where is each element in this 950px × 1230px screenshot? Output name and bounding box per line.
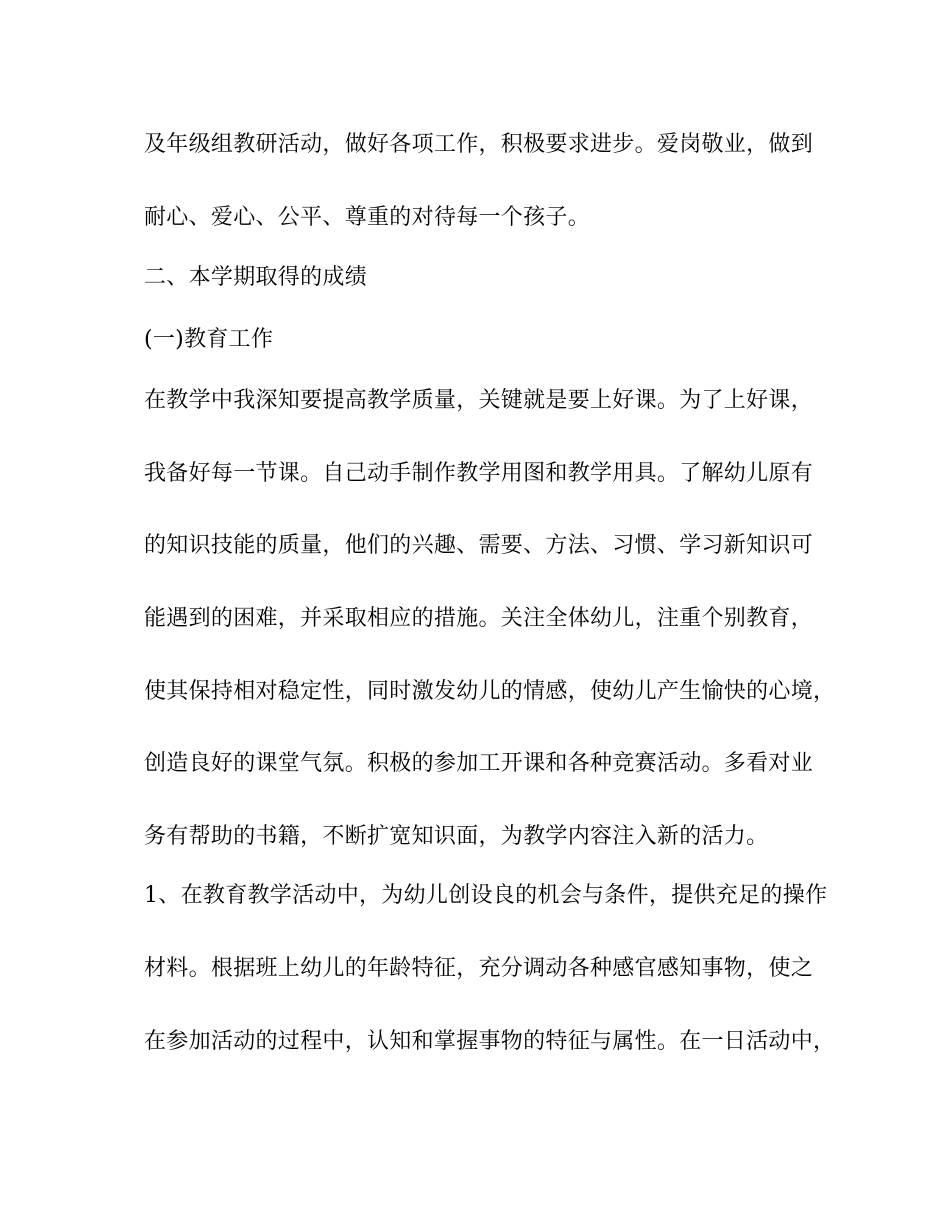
paragraph-line: 在教学中我深知要提高教学质量，关键就是要上好课。为了上好课， <box>144 388 814 413</box>
subsection-heading: (一)教育工作 <box>144 327 274 352</box>
paragraph-line: 使其保持相对稳定性，同时激发幼儿的情感，使幼儿产生愉快的心境， <box>144 679 836 704</box>
paragraph-line: 的知识技能的质量，他们的兴趣、需要、方法、习惯、学习新知识可 <box>144 533 814 558</box>
section-heading: 二、本学期取得的成绩 <box>144 265 368 290</box>
paragraph-line: 创造良好的课堂气氛。积极的参加工开课和各种竞赛活动。多看对业 <box>144 751 814 776</box>
paragraph-line: 耐心、爱心、公平、尊重的对待每一个孩子。 <box>144 205 591 230</box>
paragraph-line: 材料。根据班上幼儿的年龄特征，充分调动各种感官感知事物，使之 <box>144 956 814 981</box>
paragraph-line: 在参加活动的过程中，认知和掌握事物的特征与属性。在一日活动中， <box>144 1029 836 1054</box>
paragraph-line: 及年级组教研活动，做好各项工作，积极要求进步。爱岗敬业，做到 <box>144 132 814 157</box>
paragraph-line: 务有帮助的书籍，不断扩宽知识面，为教学内容注入新的活力。 <box>144 824 769 849</box>
paragraph-line: 能遇到的困难，并采取相应的措施。关注全体幼儿，注重个别教育， <box>144 606 814 631</box>
list-item-line: 1、在教育教学活动中，为幼儿创设良的机会与条件，提供充足的操作 <box>144 883 828 908</box>
paragraph-line: 我备好每一节课。自己动手制作教学用图和教学用具。了解幼儿原有 <box>144 461 814 486</box>
